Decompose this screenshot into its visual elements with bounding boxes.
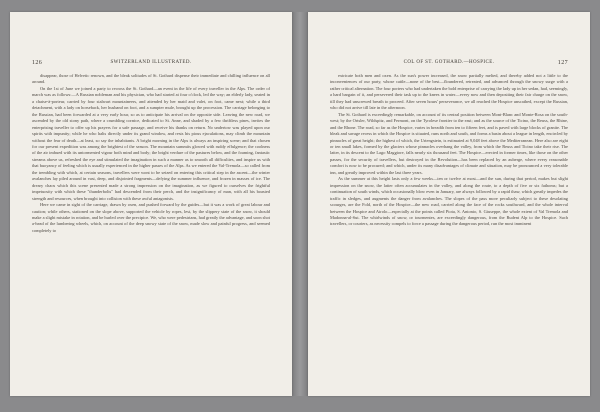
right-paragraph-1: extricate both men and oxen. As the sun's power increased, the snow partially melted, and thereby added not a little to the inconveniences of our party, whose cattle—none of the best—floundered, retreated, and advanced through the snowy surge with a rather critical alternation. The four porters who had undertaken the bold enterprise of carrying the lady up in her sedan, had, seemingly, a hard bargain of it, and persevered their task up to the knees in water—every now and then depositing their fair charge on the snow, till they had unscrewed breath to proceed. After seven hours' perseverance, we all reached the Hospice unscathed, except the Russian, who did not arrive till late in the afternoon. — [330, 73, 568, 111]
right-body-text — [330, 73, 568, 356]
book-gutter — [292, 12, 308, 396]
right-running-head — [330, 60, 568, 70]
right-page-number: 127 — [557, 60, 568, 66]
left-running-title: SWITZERLAND ILLUSTRATED. — [110, 60, 192, 65]
left-running-head — [32, 60, 270, 70]
right-paragraph-2: The St. Gothard is exceedingly remarkable, on account of its central position between Mont-Blanc and Monte-Rosa on the south-west; by the Ortsler, Wildspitz, and Fermont, on the Tyrolese frontier to the east; and as the source of the Ticino, the Reuss, the Rhine, and the Rhone. The road, so far as the Hospice, varies in breadth from ten to fifteen feet, and is paved with large blocks of granite. The bleak and savage recess in which the Hospice is situated, runs north and south, and forms a basin about a league in length, encircled by pinnacles of great height; the highest of which, the Uriengstein, is estimated at 9,048 feet above the Mediterranean. Here also are eight or ten small lakes, formed by the glaciers whose pinnacles overhang the valley, from which the Reuss and Ticino take their rise. The latter, in its descent to the Lago Maggiore, falls nearly six thousand feet. The Hospice—erected in former times, like those on the other passes, for the security of travellers, but destroyed in the Revolution—has been replaced by an auberge, where every reasonable comfort is now to be procured; and which, under its many disadvantages of climate and situation, may be pronounced a very tolerable inn, and greatly improved within the last three years. — [330, 111, 568, 175]
right-paragraph-3: As the summer at this height lasts only a few weeks—ten or twelve at most—and the sun, during that period, makes but slight impression on the snow, the latter often accumulates in the valley, and along the route, to a depth of five or six fathoms; but a continuation of south winds, which occasionally blow even in January, are always followed by a rapid thaw, which greatly impedes the traffic in sledges, and augments the danger from avalanches. The slopes of the pass more peculiarly subject to these desolating scourges, are the Fold, north of the Hospice—the new road, carried along the face of the rocks southward, and the whole interval between the Hospice and Airolo—especially at the points called Piota, S. Antonio, S. Giuseppe, the whole extent of Val Tremola and Madonna-al-Sut. The whirlwinds of snow, or tourmentes, are exceedingly dangerous, from the Rudent Alp to the Hospice. Such travellers, or couriers, as necessity compels to force a passage during the dangerous period, run the most imminent — [330, 176, 568, 227]
left-paragraph-2: On the 1st of June we joined a party to recross the St. Gothard—an event in the life of every traveller in the Alps. The order of march was as follows:—A Russian nobleman and his physician, who had started at four o'clock, led the way; an elderly lady, seated in a chaise-à-porteur, carried by four stalwart mountaineers, and attended by her maid and valet, on foot, came next; while a third detachment, with a lady on horseback, her husband on foot, and a sumpter mule, brought up the procession. The carriage belonging to the Russian, had been forwarded at a very early hour, so as to anticipate his arrival on the opposite side. Leaving the new road, we ascended by the old stony path, where a crumbling cornice, dedicated to St. Anne, and shaded by a few thriftless pines, invites the enterprising traveller to offer up his prayers for a safe passage, and receive his thanks on return. No undertow was played upon our spirits with impunity; while he who halts directly under its grand window, and rests his pious ejaculations, may climb the mountain without the fear of death—at least, so say the inhabitants. A bright morning in the Alps is always an inspiring scene; and that chosen for our present expedition was among the brightest of the season. The mountain summits glowed with ruddy effulgence; the coolness of the air imbued with its untormented vigour both mind and body; the bright verdure of the pastures below, and the foaming, fantastic streams above us, refreshed the eye and stimulated the imagination in such a manner as to smooth all difficulties, and inspire us with that buoyancy of feeling which is usually experienced in the higher passes of the Alps. As we entered the Val-Tremola—so called from the trembling with which, at certain seasons, travellers were wont to be seized on entering this critical step in the ascent—the winter avalanches lay piled around in vast, deep, and disjointed fragments—defying the summer influence, and frozen in masses of ice. The dreary chaos which this scene presented made a strong impression on the imagination, as we figured to ourselves the frightful impetuosity with which these "thunderbolts" had descended from their perch, and the insignificancy of man, with all his boasted strength and resources, when brought into collision with these awful antagonists. — [32, 85, 270, 201]
left-page — [10, 12, 292, 396]
left-page-number: 126 — [32, 60, 43, 66]
left-paragraph-1: disappear, those of Helvetic renown, and the bleak solitudes of St. Gothard dispense their immediate and chilling influence on all around. — [32, 73, 270, 85]
left-body-text — [32, 73, 270, 356]
right-running-title: COL OF ST. GOTHARD.—HOSPICE. — [403, 60, 495, 65]
left-paragraph-3: Here we came in sight of the carriage, drawn by oxen, and pushed forward by the guides—but it was a work of great labour and caution; while others, stationed on the slope above, supported the vehicle by ropes, lest, by the slippery state of the snow, it should make a slight mistake in rotation, and be hurled over the precipice. We, who were pedestrians, had greatly the advantage, and soon shot a-head of the lumbering wheels, which, on account of the deep snowy state of the snow, made slow and painful progress, and seemed completely to — [32, 202, 270, 233]
right-page — [308, 12, 590, 396]
